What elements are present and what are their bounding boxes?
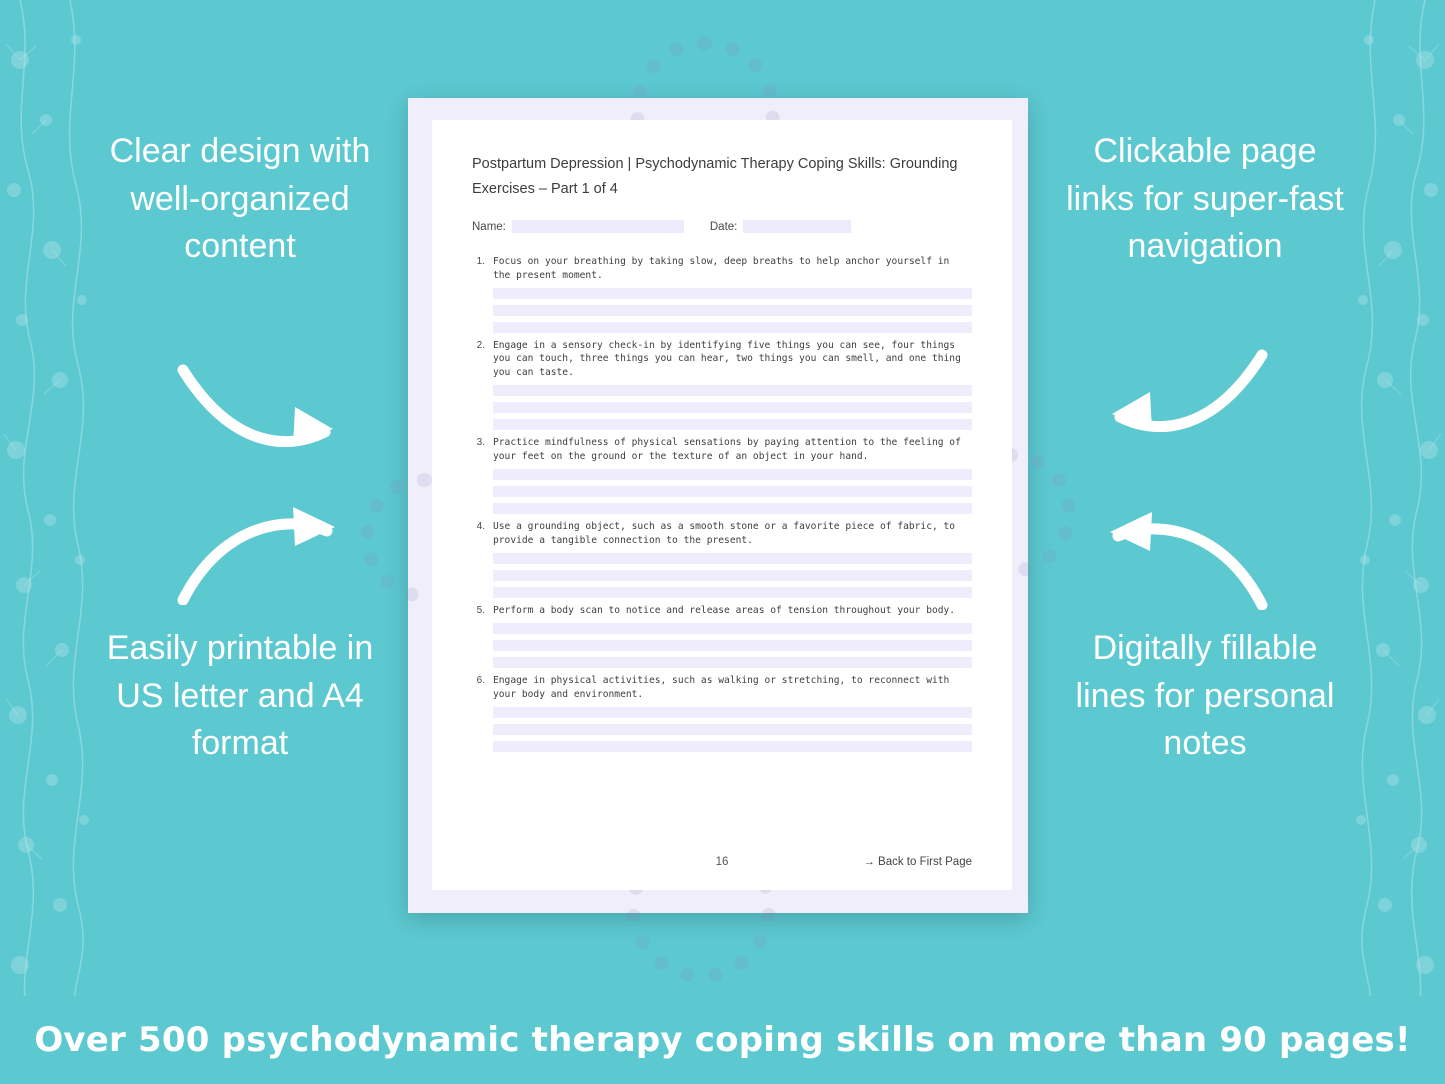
exercise-text-row [472,255,972,283]
arrow-icon-bottom-left [175,505,350,605]
exercise-text-row [472,339,972,381]
exercise-text: Engage in physical activities, such as walking or stretching, to reconnect with your body and environment. [493,674,950,700]
name-label: Name: [472,220,506,233]
banner-text: Over 500 psychodynamic therapy coping skills on more than 90 pages! [34,1020,1411,1060]
fillable-line[interactable] [493,385,972,396]
exercise-text: Engage in a sensory check-in by identifying five things you can see, four things you can touch, three things you can hear, two things you can smell, and one thing you can taste. [493,339,961,379]
arrow-icon-bottom-right [1095,510,1270,610]
fillable-lines [493,469,972,514]
fillable-line[interactable] [493,623,972,634]
fillable-line[interactable] [493,570,972,581]
exercise-text-row [472,436,972,464]
fillable-line[interactable] [493,587,972,598]
fillable-line[interactable] [493,305,972,316]
fillable-line[interactable] [493,322,972,333]
fillable-lines [493,288,972,333]
exercise-number: 1. [476,255,485,267]
document-footer [472,856,972,868]
exercise-text: Focus on your breathing by taking slow, deep breaths to help anchor yourself in the present moment. [493,255,950,281]
exercise-item [472,520,972,598]
exercise-number: 6. [476,674,485,686]
exercise-text: Perform a body scan to notice and release areas of tension throughout your body. [493,604,956,616]
exercise-number: 4. [476,521,485,533]
fillable-line[interactable] [493,469,972,480]
date-label: Date: [709,220,738,233]
exercise-text-row [472,520,972,548]
exercise-text: Use a grounding object, such as a smooth stone or a favorite piece of fabric, to provide a tangible connection to the present. [493,521,956,546]
name-input[interactable] [512,220,684,233]
fillable-lines [493,553,972,598]
arrow-icon-top-left [175,360,350,460]
fillable-line[interactable] [493,288,972,299]
exercise-item [472,604,972,668]
fillable-line[interactable] [493,402,972,413]
fillable-line[interactable] [493,707,972,718]
caption-clickable-links: Clickable page links for super-fast navigation [1066,132,1344,266]
name-date-row [472,220,972,233]
exercise-number: 3. [476,437,485,449]
caption-clear-design: Clear design with well-organized content [109,132,371,266]
exercise-item [472,255,972,333]
fillable-line[interactable] [493,724,972,735]
bottom-banner [0,996,1445,1084]
fillable-line[interactable] [493,486,972,497]
exercise-number: 5. [476,604,485,616]
exercise-text: Practice mindfulness of physical sensations by paying attention to the feeling of your feet on the ground or the texture of an object in your hand. [493,437,961,463]
fillable-line[interactable] [493,553,972,564]
exercise-list [472,255,972,752]
fillable-lines [493,707,972,752]
caption-printable: Easily printable in US letter and A4 format [106,629,374,763]
fillable-line[interactable] [493,741,972,752]
arrow-icon-top-right [1095,345,1270,445]
document-title: Postpartum Depression | Psychodynamic Therapy Coping Skills: Grounding Exercises – Part 1 of 4 [472,156,958,198]
fillable-lines [493,623,972,668]
fillable-line[interactable] [493,640,972,651]
exercise-text-row [472,674,972,702]
fillable-line[interactable] [493,503,972,514]
date-field [710,220,852,233]
document-page[interactable] [432,120,1012,890]
exercise-text-row [472,604,972,618]
exercise-item [472,436,972,514]
name-field [472,220,684,233]
back-to-first-page-link[interactable]: → Back to First Page [863,856,972,868]
exercise-item [472,674,972,752]
fillable-line[interactable] [493,657,972,668]
exercise-item [472,339,972,431]
floral-border-right [1350,0,1445,1010]
date-input[interactable] [743,220,851,233]
fillable-lines [493,385,972,430]
fillable-line[interactable] [493,419,972,430]
caption-fillable-lines: Digitally fillable lines for personal notes [1075,629,1335,763]
floral-border-left [0,0,95,1010]
page-number: 16 [715,856,729,868]
exercise-number: 2. [476,339,485,351]
